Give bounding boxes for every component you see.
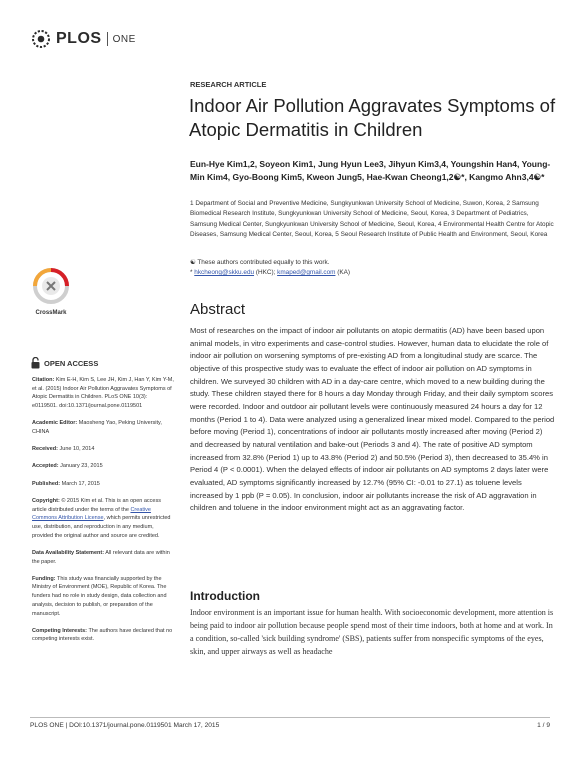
crossmark-label: CrossMark — [35, 310, 67, 316]
email-tag-hkc: (HKC); — [254, 269, 278, 277]
copyright-text-a: © 2015 Kim et al. This is an open access article distributed under the terms of the — [32, 497, 161, 513]
article-metadata-sidebar — [32, 376, 174, 653]
logo-divider — [107, 32, 108, 46]
funding-text: This study was financially supported by the Ministry of Environment (MOE), Republic of Korea. The funders had no role in study design, data collection and analysis, decision to publish, or preparation of the manuscript. — [32, 575, 167, 617]
footer-citation: PLOS ONE | DOI:10.1371/journal.pone.0119501 March 17, 2015 — [30, 722, 220, 729]
brand-name: PLOS — [56, 30, 102, 47]
introduction-text: Indoor environment is an important issue for human health. With socioeconomic development, more attention is being paid to indoor air pollution because people spend most of their time indoors, both at home and at work. In a condition, so-called 'sick building syndrome' (SBS), patients suffer from nonspecific symptoms of the eyes, skin, and upper airways as well as headache — [190, 608, 554, 656]
crossmark-icon — [31, 266, 71, 306]
competing-interests-text: The authors have declared that no competing interests exist. — [32, 627, 173, 643]
open-lock-icon — [31, 357, 40, 369]
published-date: March 17, 2015 — [60, 480, 100, 487]
published-block — [32, 480, 174, 489]
article-type: RESEARCH ARTICLE — [190, 80, 267, 89]
editor-block — [32, 419, 174, 436]
plos-one-logo[interactable] — [30, 28, 136, 50]
license-link[interactable]: Creative Commons Attribution License — [32, 506, 151, 522]
accepted-date: January 23, 2015 — [58, 463, 103, 470]
email-tag-ka: (KA) — [335, 269, 351, 277]
email-link-ka[interactable]: kmaped@gmail.com — [277, 269, 336, 277]
article-title: Indoor Air Pollution Aggravates Symptoms of Atopic Dermatitis in Children — [189, 95, 556, 140]
competing-interests-label: Competing Interests: — [32, 627, 88, 634]
received-date: June 10, 2014 — [58, 446, 95, 453]
received-block — [32, 445, 174, 454]
open-access-label: OPEN ACCESS — [44, 358, 99, 368]
plos-logo-icon — [30, 28, 52, 50]
received-label: Received: — [32, 446, 58, 453]
open-access-badge — [31, 357, 98, 369]
copyright-block — [32, 497, 174, 541]
abstract-heading: Abstract — [190, 301, 246, 318]
editor-text: Maosheng Yao, Peking University, CHINA — [32, 420, 162, 436]
published-label: Published: — [32, 480, 61, 487]
equal-contribution-note: ☯ These authors contributed equally to this work. — [190, 259, 330, 266]
corresponding-marker: * — [190, 269, 195, 277]
footer-divider — [30, 717, 550, 718]
data-availability-label: Data Availability Statement: — [32, 549, 105, 556]
corresponding-emails — [190, 268, 555, 278]
page-number: 1 / 9 — [537, 722, 550, 729]
data-availability-text: All relevant data are within the paper. — [32, 549, 170, 565]
copyright-label: Copyright: — [32, 497, 60, 504]
citation-text: Kim E-H, Kim S, Lee JH, Kim J, Han Y, Kim Y-M, et al. (2015) Indoor Air Pollution Aggravates Symptoms of Atopic Dermatitis in Children. PLoS ONE 10(3): e0119501. doi:10.1371/journal.pone.0119501 — [32, 377, 174, 410]
data-availability-block — [32, 549, 174, 566]
email-link-hkc[interactable]: hkcheong@skku.edu — [194, 269, 255, 277]
funding-block — [32, 575, 174, 619]
accepted-label: Accepted: — [32, 463, 59, 470]
citation-block — [32, 376, 174, 411]
copyright-text-b: , which permits unrestricted use, distribution, and reproduction in any medium, provided the original author and source are credited. — [32, 515, 171, 539]
affiliations: 1 Department of Social and Preventive Medicine, Sungkyunkwan University School of Medicine, Suwon, Korea, 2 Samsung Biomedical Research Institute, Sungkyunkwan University School of Medicine, Seoul, Korea, 3 Department of Pediatrics, Samsung Medical Center, Sungkyunkwan University School of Medicine, Seoul, Korea, 4 Environmental Health Centre for Atopic Diseases, Samsung Medical Center, Seoul, Korea, 5 Seoul Research Institute of Public Health and Environment, Seoul, Korea — [190, 200, 554, 239]
funding-label: Funding: — [32, 575, 56, 582]
accepted-block — [32, 462, 174, 471]
editor-label: Academic Editor: — [32, 420, 78, 427]
author-list: Eun-Hye Kim1,2, Soyeon Kim1, Jung Hyun Lee3, Jihyun Kim3,4, Youngshin Han4, Young-Min Kim4, Gyo-Boong Kim5, Kweon Jung5, Hae-Kwan Cheong1,2☯*, Kangmo Ahn3,4☯* — [190, 159, 551, 182]
author-notes — [190, 258, 555, 279]
journal-name: ONE — [112, 33, 136, 45]
abstract-text: Most of researches on the impact of indoor air pollutants on atopic dermatitis (AD) have been based upon animal models, in vitro experiments and case-control studies. However, human data to elucidate the role of indoor air pollution on worsening symptoms of pre-existing AD from a longitudinal study are scarce. The objective of this prospective study was to evaluate the effect of indoor air pollution on AD symptoms in children. We surveyed 30 children with AD in a day-care centre, which moved to a new building during the study. These children stayed there for 8 hours a day Monday through Friday, and their daily symptom scores were recorded. Indoor and outdoor air pollutant levels were continuously measured 24 hours a day for 12 months (Period 1 to 4). Data were analyzed using a generalized linear mixed model. Compared to the period before moving (Period 1), concentrations of indoor air pollutants mostly increased after moving (Period 2) and decreased by natural ventilation and bake-out (Periods 3 and 4). The rate of positive AD symptom increased from 32.8% (Period 1) up to 43.8% (Period 2) and 50.5% (Period 3), then decreased to 35.4% in Period 4 (P < 0.0001). When the delayed effects of indoor air pollutants on AD symptoms 2 days later were evaluated, AD symptoms significantly increased by 12.7% (95% CI: -0.01 to 27.1) as toluene levels increased by 1 ppb (P = 0.05). In conclusion, indoor air pollutants increase the risk of AD aggravation in children and toluene in the indoor environment might act as an aggravating factor. — [190, 326, 555, 513]
citation-label: Citation: — [32, 377, 55, 383]
crossmark-badge[interactable] — [28, 266, 74, 316]
introduction-heading: Introduction — [190, 589, 260, 603]
competing-interests-block — [32, 627, 174, 644]
